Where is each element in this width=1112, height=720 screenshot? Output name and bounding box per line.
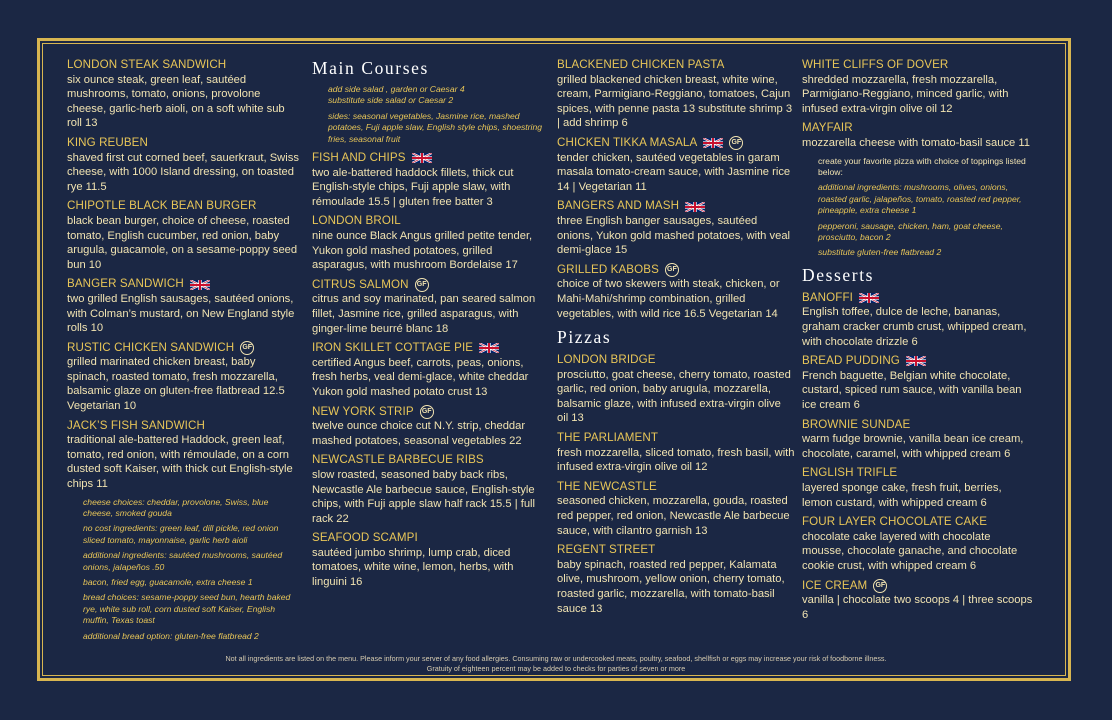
gluten-free-icon: GF	[420, 405, 434, 419]
item-name: BLACKENED CHICKEN PASTA	[557, 58, 725, 71]
item-name-row	[67, 341, 299, 356]
item-name-row	[67, 277, 299, 292]
item-name: LONDON BROIL	[312, 214, 401, 228]
item-description: choice of two skewers with steak, chicken, or Mahi-Mahi/shrimp combination, grilled vegetables, with wild rice 16.5 Vegetarian 14	[557, 278, 780, 320]
item-description: vanilla | chocolate two scoops 4 | three scoops 6	[802, 594, 1033, 621]
menu-item	[67, 136, 299, 194]
item-name-row	[802, 579, 1034, 594]
menu-item	[557, 480, 795, 538]
uk-flag-icon	[685, 201, 705, 213]
item-name: THE PARLIAMENT	[557, 431, 659, 445]
item-description: twelve ounce choice cut N.Y. strip, cheddar mashed potatoes, seasonal vegetables 22	[312, 420, 526, 447]
item-name: RUSTIC CHICKEN SANDWICH	[67, 340, 235, 354]
item-name: MAYFAIR	[802, 121, 853, 135]
menu-note: additional bread option: gluten-free flatbread 2	[83, 630, 259, 641]
item-description: six ounce steak, green leaf, sautéed mushrooms, tomato, onions, provolone cheese, garlic-herb aioli, on a soft white sub roll 13	[67, 73, 285, 130]
menu-note: add side salad , garden or Caesar 4	[328, 84, 465, 94]
menu-item	[802, 466, 1034, 510]
item-name: IRON SKILLET COTTAGE PIE	[312, 341, 474, 355]
gluten-free-icon: GF	[873, 579, 887, 593]
item-name: NEWCASTLE BARBECUE RIBS	[312, 453, 484, 467]
menu-item	[557, 199, 795, 257]
item-description: black bean burger, choice of cheese, roasted tomato, English cucumber, red onion, baby arugula, guacamole, on a sesame-poppy seed bun 10	[67, 214, 298, 271]
uk-flag-icon	[906, 355, 926, 367]
item-description: grilled marinated chicken breast, baby spinach, roasted tomato, fresh mozzarella, balsamic glaze on gluten-free flatbread 12.5 Vegetarian 10	[67, 356, 285, 413]
item-description: three English banger sausages, sautéed onions, Yukon gold mashed potatoes, with veal demi-glace 15	[557, 214, 791, 257]
item-name-row	[312, 278, 548, 293]
item-description: nine ounce Black Angus grilled petite tender, Yukon gold mashed potatoes, grilled asparagus, with mushroom Bordelaise 17	[312, 230, 533, 272]
menu-note: no cost ingredients: green leaf, dill pickle, red onion sliced tomato, mayonnaise, garlic herb aioli	[83, 523, 279, 545]
item-description: slow roasted, seasoned baby back ribs, Newcastle Ale barbecue sauce, English-style chips, with Fuji apple slaw half rack 15.5 | full rack 22	[312, 468, 536, 525]
menu-item	[802, 515, 1034, 573]
item-name: KING REUBEN	[67, 135, 148, 149]
uk-flag-icon	[479, 342, 499, 354]
item-name: BANOFFI	[802, 290, 853, 304]
menu-note: substitute gluten-free flatbread 2	[818, 247, 942, 258]
item-name: FOUR LAYER CHOCOLATE CAKE	[802, 515, 988, 529]
menu-note: pepperoni, sausage, chicken, ham, goat cheese, prosciutto, bacon 2	[818, 220, 1003, 242]
menu-note: cheese choices: cheddar, provolone, Swiss, blue cheese, smoked gouda	[83, 496, 269, 519]
menu-item	[67, 277, 299, 335]
section-heading: Pizzas	[557, 327, 612, 348]
item-name-row	[802, 291, 1034, 306]
sandwiches-column	[67, 58, 299, 646]
item-description: two ale-battered haddock fillets, thick cut English-style chips, Fuji apple slaw, with rémoulade 15.5 | gluten free batter 3	[312, 166, 514, 208]
item-name: ICE CREAM	[802, 578, 868, 592]
menu-item	[67, 58, 299, 131]
item-name-row	[557, 136, 795, 151]
uk-flag-icon	[412, 152, 432, 164]
menu-item	[557, 431, 795, 475]
item-description: chocolate cake layered with chocolate mousse, chocolate ganache, and chocolate cookie crust, with whipped cream 6	[802, 530, 1018, 572]
item-name: BROWNIE SUNDAE	[802, 417, 911, 431]
item-description: traditional ale-battered Haddock, green leaf, tomato, red onion, with rémoulade, on a corn dusted soft Kaiser, with thick cut English-style chips 11	[67, 434, 293, 491]
item-name: FISH AND CHIPS	[312, 151, 406, 165]
menu-item	[802, 58, 1034, 116]
item-name: LONDON BRIDGE	[557, 353, 656, 367]
allergy-disclaimer	[42, 654, 1070, 674]
pizzas-and-desserts-column	[802, 58, 1034, 627]
gluten-free-icon: GF	[415, 278, 429, 292]
item-name: THE NEWCASTLE	[557, 479, 657, 493]
item-name: BREAD PUDDING	[802, 354, 900, 368]
item-name-row	[557, 263, 795, 278]
item-name: WHITE CLIFFS OF DOVER	[802, 58, 949, 71]
gluten-free-icon: GF	[665, 263, 679, 277]
item-description: French baguette, Belgian white chocolate, custard, spiced rum sauce, with vanilla bean ice cream 6	[802, 369, 1022, 411]
menu-item	[312, 341, 548, 399]
section-heading: Desserts	[802, 264, 875, 285]
menu-item	[312, 151, 548, 209]
menu-item	[312, 214, 548, 272]
item-description: warm fudge brownie, vanilla bean ice cream, chocolate, caramel, with whipped cream 6	[802, 433, 1024, 460]
menu-note: additional ingredients: sautéed mushrooms, sautéed onions, jalapeños .50	[83, 550, 283, 572]
item-description: prosciutto, goat cheese, cherry tomato, roasted garlic, red onion, baby arugula, mozzarella, balsamic glaze, with infused extra-virgin olive oil 13	[557, 368, 791, 425]
item-name: NEW YORK STRIP	[312, 404, 414, 418]
uk-flag-icon	[190, 279, 210, 291]
menu-item	[802, 121, 1034, 150]
menu-item	[557, 136, 795, 194]
item-name-row	[312, 151, 548, 166]
mains-and-pizzas-column	[557, 58, 795, 621]
menu-note: substitute side salad or Caesar 2	[328, 95, 454, 106]
menu-item	[557, 58, 795, 131]
gluten-free-icon: GF	[729, 136, 743, 150]
item-name: BANGER SANDWICH	[67, 277, 184, 291]
disclaimer-line: Not all ingredients are listed on the menu. Please inform your server of any food allergies. Consuming raw or undercooked meats, poultry, seafood, shellfish or eggs may increase your risk of foodborne illness.	[225, 654, 887, 663]
section-heading: Main Courses	[312, 58, 429, 78]
item-description: baby spinach, roasted red pepper, Kalamata olive, mushroom, yellow onion, cherry tomato, roasted garlic, mozzarella, with tomato-basil sauce 13	[557, 558, 785, 615]
item-name: REGENT STREET	[557, 543, 656, 557]
menu-item	[802, 354, 1034, 412]
item-name-row	[557, 199, 795, 214]
menu-item	[802, 579, 1034, 623]
item-name: LONDON STEAK SANDWICH	[67, 58, 227, 71]
item-name: CHICKEN TIKKA MASALA	[557, 135, 698, 149]
menu-item	[67, 419, 299, 492]
item-description: citrus and soy marinated, pan seared salmon fillet, Jasmine rice, grilled asparagus, with ginger-lime beurré blanc 18	[312, 293, 536, 335]
item-description: mozzarella cheese with tomato-basil sauce 11	[802, 136, 1031, 149]
menu-item	[557, 353, 795, 426]
menu-item	[312, 453, 548, 526]
item-description: tender chicken, sautéed vegetables in garam masala tomato-cream sauce, with Jasmine rice 14 | Vegetarian 11	[557, 151, 791, 193]
menu-item	[802, 418, 1034, 462]
menu-item	[557, 543, 795, 616]
pizza-intro: create your favorite pizza with choice of toppings listed below:	[818, 155, 1026, 177]
item-description: fresh mozzarella, sliced tomato, fresh basil, with infused extra-virgin olive oil 12	[557, 446, 795, 474]
uk-flag-icon	[703, 137, 723, 149]
item-description: sautéed jumbo shrimp, lump crab, diced tomatoes, white wine, lemon, herbs, with linguini 16	[312, 546, 514, 589]
item-description: English toffee, dulce de leche, bananas, graham cracker crumb crust, whipped cream, with chocolate drizzle 6	[802, 306, 1027, 348]
item-description: seasoned chicken, mozzarella, gouda, roasted red pepper, red onion, Newcastle Ale barbecue sauce, with cilantro garnish 13	[557, 495, 790, 537]
item-description: shaved first cut corned beef, sauerkraut, Swiss cheese, with 1000 Island dressing, on toasted rye 11.5	[67, 151, 299, 193]
item-description: certified Angus beef, carrots, peas, onions, fresh herbs, veal demi-glace, white cheddar Yukon gold mashed potato crust 13	[312, 356, 529, 398]
item-name: GRILLED KABOBS	[557, 262, 659, 276]
item-description: grilled blackened chicken breast, white wine, cream, Parmigiano-Reggiano, tomatoes, Cajun spices, with penne pasta 13 substitute shrimp 3 | add shrimp 6	[557, 73, 793, 130]
menu-item	[802, 291, 1034, 349]
menu-item	[312, 531, 548, 589]
item-description: two grilled English sausages, sautéed onions, with Colman’s mustard, on New England style rolls 10	[67, 292, 295, 335]
uk-flag-icon	[859, 292, 879, 304]
item-name: ENGLISH TRIFLE	[802, 466, 898, 480]
item-name-row	[802, 354, 1034, 369]
menu-note: bacon, fried egg, guacamole, extra cheese 1	[83, 577, 253, 588]
menu-item	[312, 405, 548, 449]
menu-note: bread choices: sesame-poppy seed bun, hearth baked rye, white sub roll, corn dusted soft Kaiser, English muffin, Texas toast	[83, 592, 291, 626]
gluten-free-icon: GF	[240, 341, 254, 355]
menu-item	[67, 341, 299, 414]
item-description: shredded mozzarella, fresh mozzarella, Parmigiano-Reggiano, minced garlic, with infused extra-virgin olive oil 12	[802, 73, 1009, 115]
menu-note: sides: seasonal vegetables, Jasmine rice, mashed potatoes, Fuji apple slaw, English style chips, shoestring fries, seasonal fruit	[328, 110, 543, 144]
menu-item	[312, 278, 548, 336]
item-name: CHIPOTLE BLACK BEAN BURGER	[67, 199, 257, 213]
gratuity-line: Gratuity of eighteen percent may be added to checks for parties of seven or more	[426, 664, 686, 673]
main-courses-column	[312, 56, 548, 595]
menu-item	[67, 199, 299, 272]
item-name: CITRUS SALMON	[312, 277, 409, 291]
item-name-row	[312, 405, 548, 420]
item-name-row	[312, 341, 548, 356]
menu-item	[557, 263, 795, 321]
item-name: BANGERS AND MASH	[557, 199, 680, 213]
item-description: layered sponge cake, fresh fruit, berries, lemon custard, with whipped cream 6	[802, 481, 1002, 509]
item-name: JACK’S FISH SANDWICH	[67, 418, 205, 432]
menu-note: additional ingredients: mushrooms, olives, onions, roasted garlic, jalapeños, tomato, roasted red pepper, pineapple, extra cheese 1	[818, 182, 1022, 216]
item-name: SEAFOOD SCAMPI	[312, 531, 418, 545]
